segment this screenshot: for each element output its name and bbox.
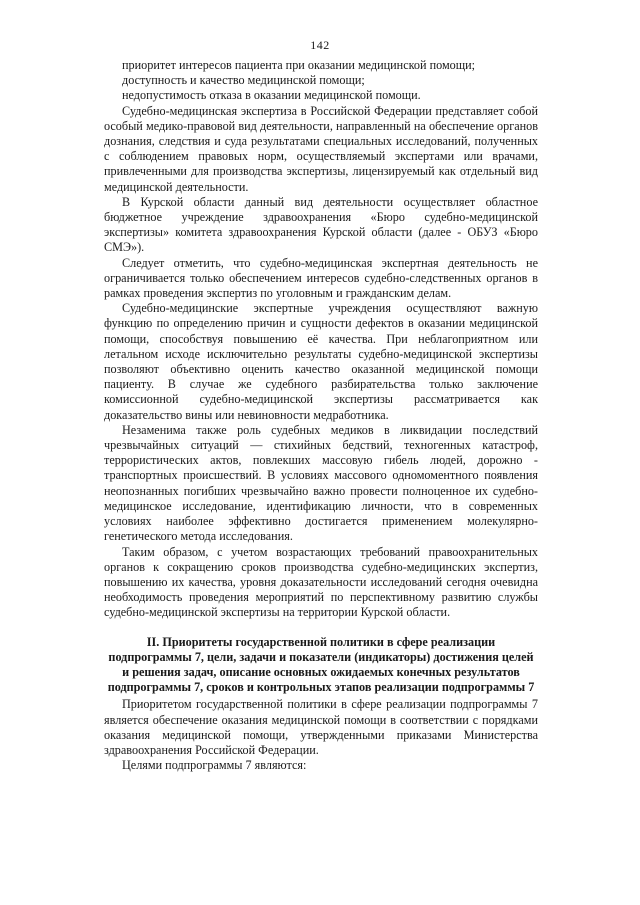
paragraph: Незаменима также роль судебных медиков в ликвидации последствий чрезвычайных ситуаций — стихийных бедствий, техногенных катастроф, террористических актов, повлекших массовую гибель людей, дорожно - транспортных происшествий. В условиях массового одномоментного появления неопознанных погибших чрезвычайно важно провести полноценное их судебно-медицинское исследование, идентификацию личности, что в современных условиях наиболее эффективно достигается применением молекулярно-генетического метода исследования.	[104, 422, 538, 544]
list-item: недопустимость отказа в оказании медицинской помощи.	[122, 88, 421, 103]
list-item: доступность и качество медицинской помощи;	[122, 73, 365, 88]
document-body	[104, 58, 538, 773]
paragraph: Приоритетом государственной политики в сфере реализации подпрограммы 7 является обеспечение оказания медицинской помощи в соответствии с порядками оказания медицинской помощи, утвержденными приказами Министерства здравоохранения Российской Федерации.	[104, 697, 538, 757]
paragraph: Таким образом, с учетом возрастающих требований правоохранительных органов к сокращению сроков производства судебно-медицинских экспертиз, повышению их качества, уровня доказательности исследований сегодня очевидна необходимость проведения мероприятий по перспективному развитию службы судебно-медицинской экспертизы на территории Курской области.	[104, 544, 538, 620]
section-heading: II. Приоритеты государственной политики в сфере реализации подпрограммы 7, цели, задачи и показатели (индикаторы) достижения целей и решения задач, описание основных ожидаемых конечных результатов подпрограммы 7, сроков и контрольных этапов реализации подпрограммы 7	[107, 634, 535, 695]
page-number: 142	[310, 38, 330, 52]
paragraph: Целями подпрограммы 7 являются:	[122, 758, 307, 773]
paragraph: В Курской области данный вид деятельности осуществляет областное бюджетное учреждение здравоохранения «Бюро судебно-медицинской экспертизы» комитета здравоохранения Курской области (далее - ОБУЗ «Бюро СМЭ»).	[104, 194, 538, 255]
paragraph: Следует отметить, что судебно-медицинская экспертная деятельность не ограничивается только обеспечением интересов судебно-следственных органов в рамках проведения экспертиз по уголовным и гражданским делам.	[104, 255, 538, 301]
paragraph: Судебно-медицинская экспертиза в Российской Федерации представляет собой особый медико-правовой вид деятельности, направленный на обеспечение органов дознания, следствия и суда результатами специальных исследований, полученных с соблюдением правовых норм, осуществляемый экспертами или врачами, привлеченными для производства экспертизы, лицензируемый как отдельный вид медицинской деятельности.	[104, 103, 538, 194]
list-item: приоритет интересов пациента при оказании медицинской помощи;	[122, 58, 476, 72]
paragraph: Судебно-медицинские экспертные учреждения осуществляют важную функцию по определению причин и сущности дефектов в оказании медицинской помощи, способствуя повышению её качества. При неблагоприятном или летальном исходе исключительно результаты судебно-медицинской экспертизы позволяют объективно оценить качество оказанной медицинской помощи пациенту. В случае же судебного разбирательства только заключение комиссионной судебно-медицинской экспертизы рассматривается как доказательство вины или невиновности медработника.	[104, 301, 538, 422]
